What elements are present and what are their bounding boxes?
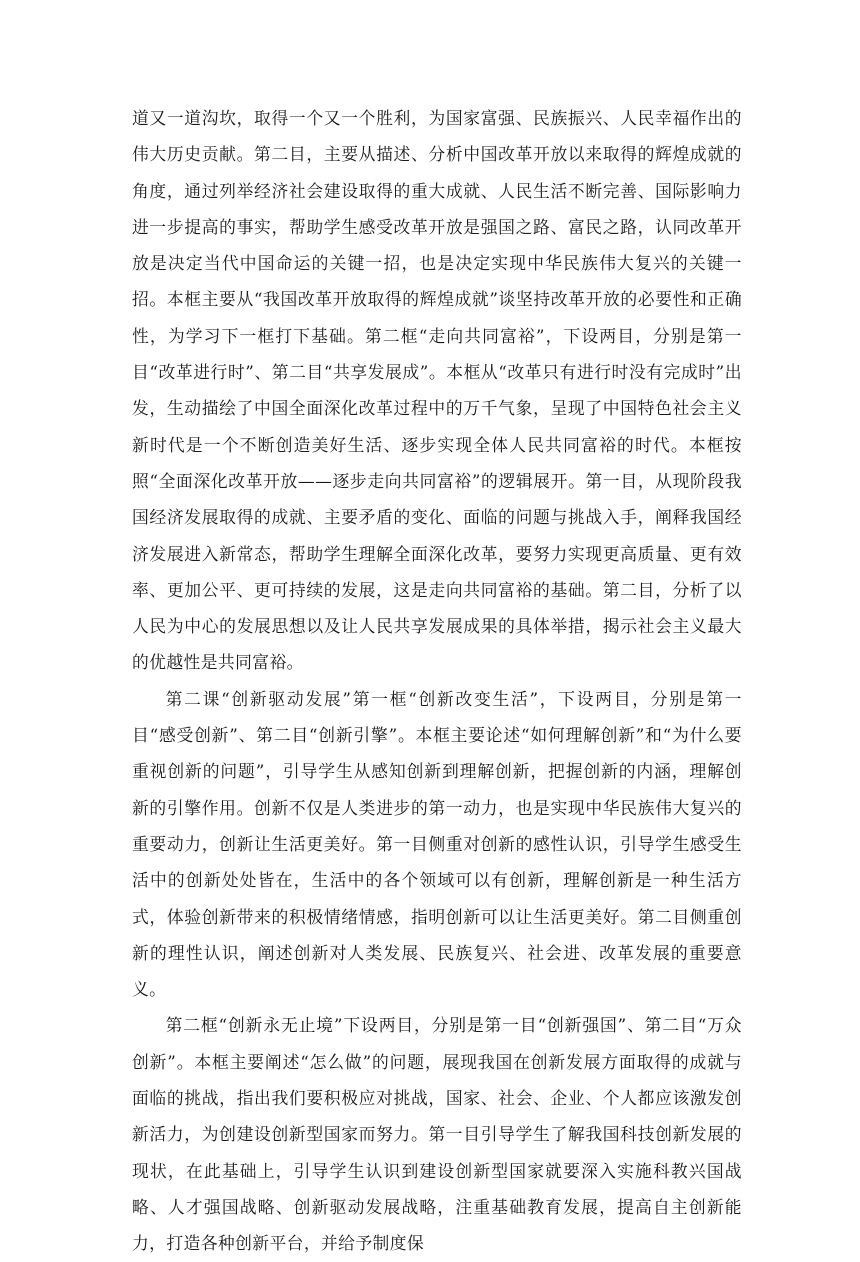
paragraph-innovation-never-ends: 第二框“创新永无止境”下设两目，分别是第一目“创新强国”、第二目“万众创新”。本框主要阐述“怎么做”的问题，展现我国在创新发展方面取得的成就与面临的挑战，指出我们要积极应对挑战，国家、社会、企业、个人都应该激发创新活力，为创建设创新型国家而努力。第一目引导学生了解我国科技创新发展的现状，在此基础上，引导学生认识到建设创新型国家就要深入实施科教兴国战略、人才强国战略、创新驱动发展战略，注重基础教育发展，提高自主创新能力，打造各种创新平台，并给予制度保 (132, 1015, 742, 1254)
paragraph-innovation-changes-life: 第二课“创新驱动发展”第一框“创新改变生活”，下设两目，分别是第一目“感受创新”、第二目“创新引擎”。本框主要论述“如何理解创新”和“为什么要重视创新的问题”，引导学生从感知创新到理解创新，把握创新的内涵，理解创新的引擎作用。创新不仅是人类进步的第一动力，也是实现中华民族伟大复兴的重要动力，创新让生活更美好。第一目侧重对创新的感性认识，引导学生感受生活中的创新处处皆在，生活中的各个领域可以有创新，理解创新是一种生活方式，体验创新带来的积极情绪情感，指明创新可以让生活更美好。第二目侧重创新的理性认识，阐述创新对人类发展、民族复兴、社会进、改革发展的重要意义。 (132, 688, 742, 1000)
paragraph-reform-achievements: 道又一道沟坎，取得一个又一个胜利，为国家富强、民族振兴、人民幸福作出的伟大历史贡献。第二目，主要从描述、分析中国改革开放以来取得的辉煌成就的角度，通过列举经济社会建设取得的重大成就、人民生活不断完善、国际影响力进一步提高的事实，帮助学生感受改革开放是强国之路、富民之路，认同改革开放是决定当代中国命运的关键一招，也是决定实现中华民族伟大复兴的关键一招。本框主要从“我国改革开放取得的辉煌成就”谈坚持改革开放的必要性和正确性，为学习下一框打下基础。第二框“走向共同富裕”，下设两目，分别是第一目“改革进行时”、第二目“共享发展成”。本框从“改革只有进行时没有完成时”出发，生动描绘了中国全面深化改革过程中的万千气象，呈现了中国特色社会主义新时代是一个不断创造美好生活、逐步实现全体人民共同富裕的时代。本框按照“全面深化改革开放——逐步走向共同富裕”的逻辑展开。第一目，从现阶段我国经济发展取得的成就、主要矛盾的变化、面临的问题与挑战入手，阐释我国经济发展进入新常态，帮助学生理解全面深化改革，要努力实现更高质量、更有效率、更加公平、更可持续的发展，这是走向共同富裕的基础。第二目，分析了以人民为中心的发展思想以及让人民共享发展成果的具体举措，揭示社会主义最大的优越性是共同富裕。 (132, 108, 742, 673)
document-body (132, 100, 742, 1262)
